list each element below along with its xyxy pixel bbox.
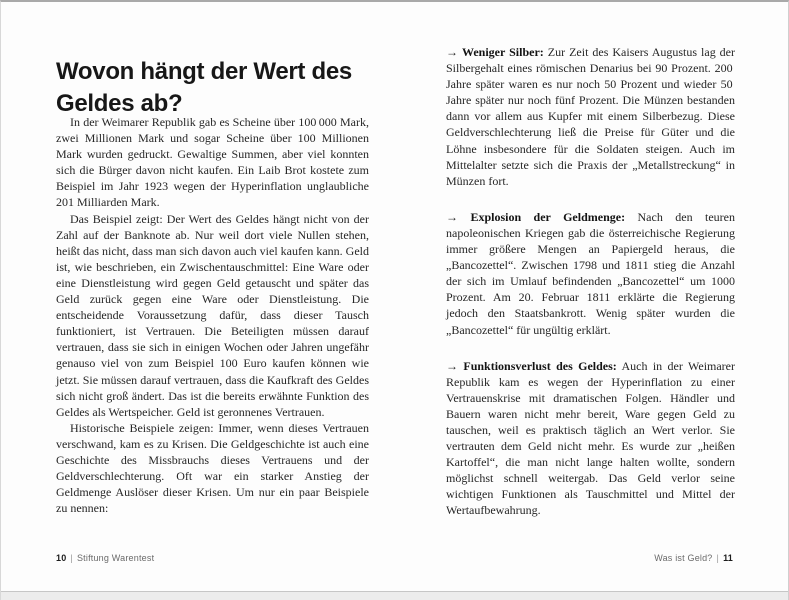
entry-heading: Funktionsverlust des Geldes: (463, 358, 617, 373)
arrow-right-icon: → (446, 358, 458, 373)
entry-text: Nach den teuren napoleonischen Kriegen gab die österreichische Regierung immer größere Mengen an Papiergeld heraus, die „Bancozettel“. Zwischen 1798 und 1811 stieg die Anzahl der sich im Umlauf befindenden „Bancozettel“ um 1000 Prozent. Am 20. Februar 1811 erklärte die Regierung jedoch den Staatsbankrott. Wenig später wurden die „Bancozettel“ für ungültig erklärt. (446, 209, 735, 337)
footer-chapter-title: Was ist Geld? (654, 553, 713, 563)
footer-separator: | (716, 553, 720, 563)
body-paragraph: Historische Beispiele zeigen: Immer, wenn dieses Vertrauen verschwand, kam es zu Krisen. Die Geldgeschichte ist auch eine Geschichte des Missbrauchs dieses Vertrauens und der Geldverschlechterung. Oft war ein starker Anstieg der Geldmenge Auslöser dieser Krisen. Um nur ein paar Beispiele zu nennen: (56, 420, 369, 516)
left-page-number: 10 (56, 553, 67, 563)
body-paragraph: Das Beispiel zeigt: Der Wert des Geldes hängt nicht von der Zahl auf der Banknote ab. Nur weil dort viele Nullen stehen, heißt das nicht, dass man sich davon auch viel kaufen kann. Geld ist, wie beschrieben, ein Zwischentauschmittel: Eine Ware oder eine Dienstleistung wird gegen Geld getauscht und später das Geld zurück gegen eine Ware oder Dienstleistung. Die entscheidende Voraussetzung dafür, dass dieser Tausch funktioniert, ist Vertrauen. Die Beteiligten müssen darauf vertrauen, dass sie sich in einigen Wochen oder Jahren ungefähr genauso viel von zum Beispiel 100 Euro kaufen können wie jetzt. Sie müssen darauf vertrauen, dass die Kaufkraft des Geldes sich nicht groß ändert. Das ist die bereits erwähnte Funktion des Geldes als Wertspeicher. Geld ist geronnenes Vertrauen. (56, 211, 369, 419)
entry-heading: Weniger Silber: (462, 45, 544, 59)
right-page-number: 11 (723, 553, 733, 563)
body-paragraph: In der Weimarer Republik gab es Scheine über 100 000 Mark, zwei Millionen Mark und sogar Scheine über 100 Millionen Mark wurden gedruckt. Gewaltige Summen, aber viel konnten sich die Bürger davon nicht kaufen. Ein Laib Brot kostete zum Beispiel im Jahr 1923 wegen der Hyperinflation unglaubliche 201 Milliarden Mark. (56, 115, 369, 210)
entry-text: Auch in der Weimarer Republik kam es wegen der Hyperinflation zu einer Vertrauenskrise mit dramatischen Folgen. Händler und Bauern waren nicht mehr bereit, Ware gegen Geld zu tauschen, weil es praktisch täglich an Wert verlor. Sie vertrauten dem Geld nicht mehr. Es wurde zur „heißen Kartoffel“, die man nicht lange halten wollte, sondern möglichst schnell weitergab. Das Geld verlor seine wichtigen Funktionen als Tauschmittel und Mittel der Wertaufbewahrung. (446, 358, 736, 518)
arrow-right-icon: → (446, 45, 458, 59)
arrow-right-icon: → (446, 209, 458, 224)
entry-heading: Explosion der Geldmenge: (470, 209, 626, 224)
left-page-footer (56, 553, 154, 563)
chapter-title: Wovon hängt der Wert des Geldes ab? (56, 58, 352, 118)
list-item (446, 44, 735, 189)
entry-text: Zur Zeit des Kaisers Augustus lag der Silbergehalt eines römischen Denarius bei 90 Prozent. 200 Jahre später waren es nur noch 50 Prozent und wieder 50 Jahre später nur noch fünf Prozent. Die Münzen bestanden dann vor allem aus Kupfer mit einem Silberbezug. Diese Geldverschlechterung ließ die Preise für Güter und die Löhne insbesondere für die Soldaten steigen. Auch im Mittelalter setzte sich die Praxis der „Metallstreckung“ in Münzen fort. (446, 45, 736, 188)
left-page-body (56, 114, 369, 516)
right-page-body (446, 44, 735, 519)
page-bottom-edge (1, 591, 788, 600)
footer-separator: | (70, 553, 73, 563)
right-page-footer (654, 553, 733, 563)
footer-book-title: Stiftung Warentest (76, 553, 155, 563)
list-item (446, 209, 735, 338)
list-item (446, 358, 735, 519)
